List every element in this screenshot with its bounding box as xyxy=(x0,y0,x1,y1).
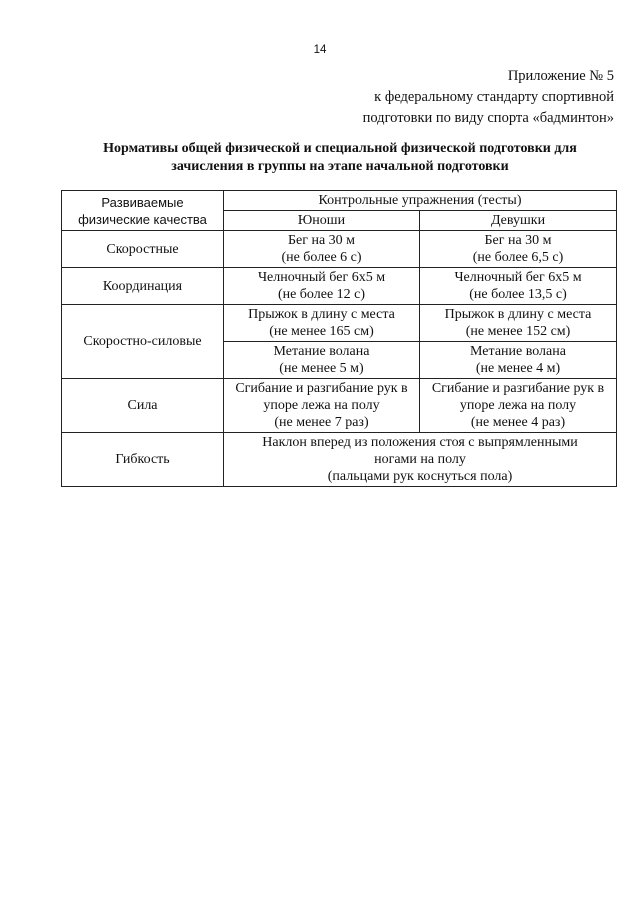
header-tests xyxy=(224,191,617,211)
header-girls xyxy=(420,211,617,231)
appendix-line: Приложение № 5 xyxy=(507,68,614,84)
common-norm-cell xyxy=(224,433,617,487)
title-line: зачисления в группы на этапе начальной подготовки xyxy=(171,159,509,174)
cell-text: физические качества xyxy=(78,211,207,227)
table-row xyxy=(62,231,617,268)
girls-norm-cell xyxy=(420,268,617,305)
cell-text: Челночный бег 6х5 м xyxy=(257,270,386,285)
cell-text: Сгибание и разгибание рук в xyxy=(431,381,605,396)
girls-norm-cell xyxy=(420,379,617,433)
boys-norm-cell xyxy=(224,305,420,342)
cell-text: (не менее 152 см) xyxy=(465,324,571,339)
cell-text: (не более 12 с) xyxy=(277,287,366,302)
girls-norm-cell xyxy=(420,305,617,342)
cell-text: Юноши xyxy=(297,213,346,228)
cell-text: Метание волана xyxy=(273,344,370,359)
cell-text: Сгибание и разгибание рук в xyxy=(235,381,408,396)
cell-text: (пальцами рук коснуться пола) xyxy=(327,469,513,484)
table-row xyxy=(62,268,617,305)
table-row xyxy=(62,191,617,211)
cell-text: (не менее 5 м) xyxy=(279,361,364,376)
quality-cell: Скоростно-силовые xyxy=(62,305,224,379)
cell-text: ногами на полу xyxy=(374,452,466,467)
cell-text: Девушки xyxy=(490,213,546,228)
cell-text: Наклон вперед из положения стоя с выпрямленными xyxy=(262,435,578,450)
norms-table xyxy=(61,190,617,487)
boys-norm-cell xyxy=(224,379,420,433)
quality-cell: Координация xyxy=(62,268,224,305)
table-row xyxy=(62,379,617,433)
title-line: Нормативы общей физической и специальной физической подготовки для xyxy=(103,141,577,156)
cell-text: упоре лежа на полу xyxy=(459,398,577,413)
boys-norm-cell xyxy=(224,231,420,268)
cell-text: (не более 6,5 с) xyxy=(472,250,564,265)
appendix-line: подготовки по виду спорта «бадминтон» xyxy=(362,110,614,126)
cell-text: Челночный бег 6х5 м xyxy=(454,270,582,285)
page-number: 14 xyxy=(313,44,327,56)
cell-text: Прыжок в длину с места xyxy=(248,307,395,322)
cell-text: Развиваемые xyxy=(101,194,184,210)
boys-norm-cell xyxy=(224,342,420,379)
girls-norm-cell xyxy=(420,231,617,268)
cell-text: (не менее 4 раз) xyxy=(470,415,566,430)
table-row xyxy=(62,305,617,342)
header-qualities xyxy=(62,191,224,231)
cell-text: Контрольные упражнения (тесты) xyxy=(318,193,522,208)
header-boys xyxy=(224,211,420,231)
table-row xyxy=(62,433,617,487)
appendix-line: к федеральному стандарту спортивной xyxy=(374,89,614,105)
quality-cell: Скоростные xyxy=(62,231,224,268)
document-title xyxy=(60,140,620,176)
cell-text: Бег на 30 м xyxy=(287,233,356,248)
cell-text: (не более 6 с) xyxy=(281,250,362,265)
cell-text: упоре лежа на полу xyxy=(263,398,380,413)
girls-norm-cell xyxy=(420,342,617,379)
cell-text: Прыжок в длину с места xyxy=(444,307,592,322)
cell-text: (не менее 7 раз) xyxy=(274,415,369,430)
cell-text: (не более 13,5 с) xyxy=(469,287,567,302)
boys-norm-cell xyxy=(224,268,420,305)
cell-text: Метание волана xyxy=(470,344,566,359)
cell-text: (не менее 4 м) xyxy=(475,361,561,376)
cell-text: Бег на 30 м xyxy=(484,233,552,248)
cell-text: (не менее 165 см) xyxy=(269,324,374,339)
quality-cell: Гибкость xyxy=(62,433,224,487)
quality-cell: Сила xyxy=(62,379,224,433)
appendix-header xyxy=(363,66,614,129)
